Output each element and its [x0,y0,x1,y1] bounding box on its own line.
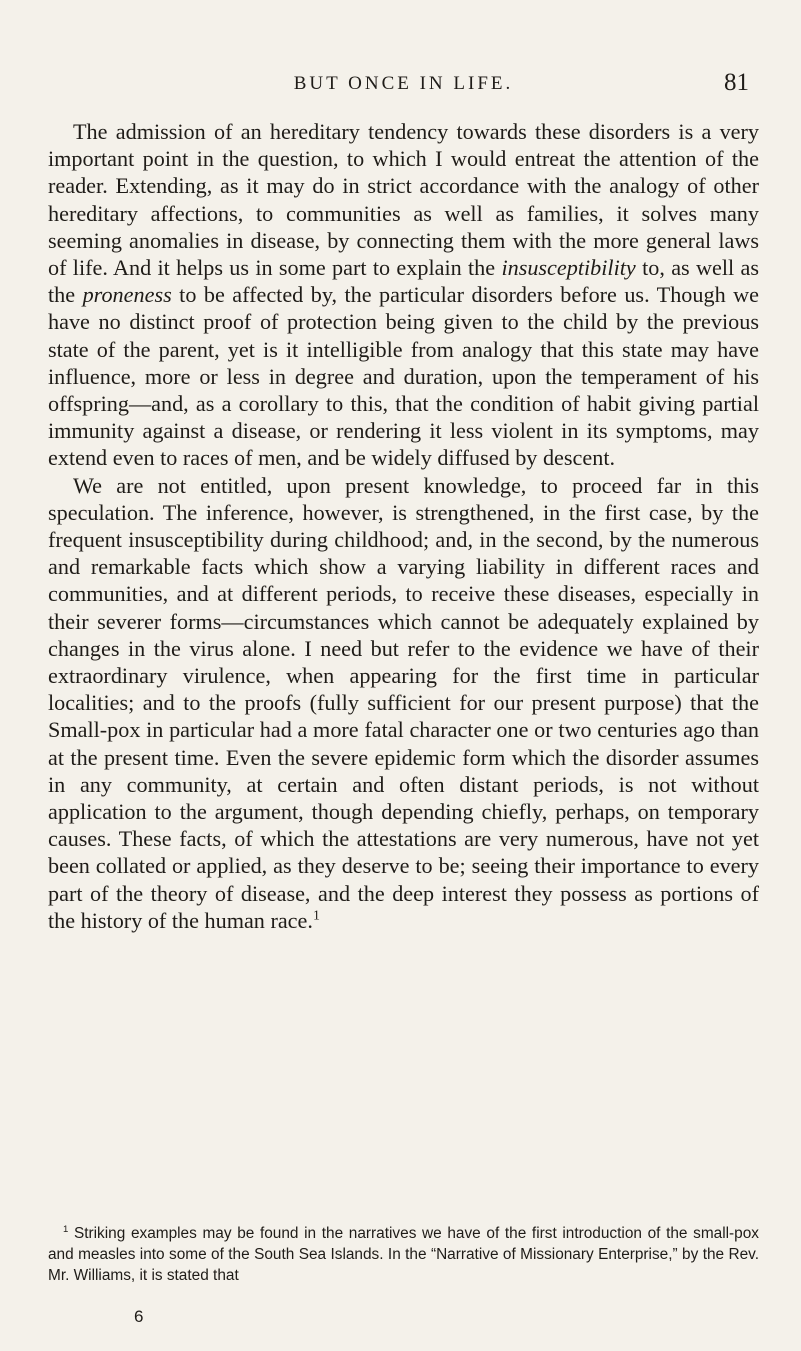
footnote-marker: 1 [63,1223,69,1235]
paragraph-1-part-2: to, as well as the [48,255,759,308]
page-number: 81 [724,69,749,96]
italic-insusceptibility: insusceptibility [501,255,636,281]
paragraph-1 [48,118,759,472]
paragraph-1-part-3: to be affected by, the particular disorders before us. Though we have no distinct proof of protection being given to the child by the previous state of the parent, yet is it intelligible from analogy that this state may have influence, more or less in degree and duration, upon the temperament of his offspring—and, as a corollary to this, that the condition of habit giving partial immunity against a disease, or rendering it less violent in its symptoms, may extend even to races of men, and be widely diffused by descent. [48,282,759,471]
paragraph-2 [48,472,759,934]
italic-proneness: proneness [82,282,172,308]
footnote-text: Striking examples may be found in the narratives we have of the first introduction of the small-pox and measles into some of the South Sea Islands. In the “Narrative of Missionary Enterprise,” by the Rev. Mr. Williams, it is stated that [48,1225,759,1284]
footnote-paragraph [48,1223,759,1286]
page-header [48,69,759,99]
footnote-reference: 1 [312,907,320,923]
running-head: BUT ONCE IN LIFE. [293,73,514,94]
signature-mark: 6 [134,1307,144,1326]
footnote [48,1223,759,1286]
paragraph-1-part-1: The admission of an hereditary tendency towards these disorders is a very important point in the question, to which I would entreat the attention of the reader. Extending, as it may do in strict accordance with the analogy of other hereditary affections, to communities as well as families, it solves many seeming anomalies in disease, by connecting them with the more general laws of life. And it helps us in some part to explain the [48,119,759,281]
paragraph-2-text: We are not entitled, upon present knowledge, to proceed far in this speculation. The inference, however, is strengthened, in the first case, by the frequent insusceptibility during childhood; and, in the second, by the numerous and remarkable facts which show a varying liability in different races and communities, and at different periods, to receive these diseases, especially in their severer forms—circumstances which cannot be adequately explained by changes in the virus alone. I need but refer to the evidence we have of their extraordinary virulence, when appearing for the first time in particular localities; and to the proofs (fully sufficient for our present purpose) that the Small-pox in particular had a more fatal character one or two centuries ago than at the present time. Even the severe epidemic form which the disorder assumes in any community, at certain and often distant periods, is not without application to the argument, though depending chiefly, perhaps, on temporary causes. These facts, of which the attestations are very numerous, have not yet been collated or applied, as they deserve to be; seeing their importance to every part of the theory of disease, and the deep interest they possess as portions of the history of the human race. [48,472,759,933]
body-text [48,118,759,934]
